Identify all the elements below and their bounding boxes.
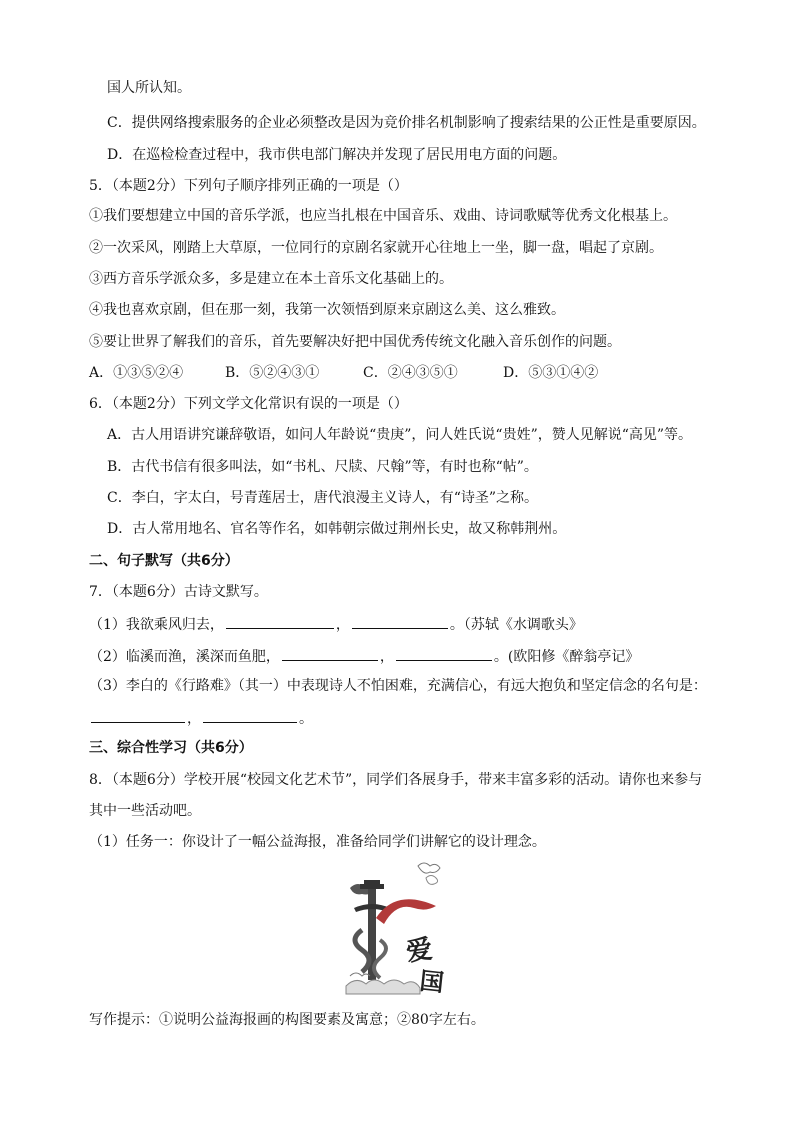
question-7: 7．（本题6分）古诗文默写。 — [89, 584, 268, 600]
answer-blank[interactable] — [396, 646, 492, 661]
answer-blank[interactable] — [203, 708, 297, 723]
q6-option-a: A．古人用语讲究谦辞敬语，如问人年龄说“贵庚”，问人姓氏说“贵姓”，赞人见解说“高见”等。 — [107, 427, 693, 443]
question-6: 6．（本题2分）下列文学文化常识有误的一项是（） — [89, 396, 408, 412]
question-8-cont: 其中一些活动吧。 — [89, 803, 201, 819]
section-2-heading: 二、句子默写（共6分） — [89, 553, 239, 569]
poster-char-2: 国 — [418, 965, 446, 998]
q7-1-text: （1）我欲乘风归去， — [89, 617, 224, 633]
option-d: D．在巡检检查过程中，我市供电部门解决并发现了居民用电方面的问题。 — [107, 147, 567, 163]
writing-hint: 写作提示：①说明公益海报画的构图要素及寓意；②80字左右。 — [89, 1012, 485, 1028]
q6-option-c: C．李白，字太白，号青莲居士，唐代浪漫主义诗人，有“诗圣”之称。 — [107, 490, 539, 506]
q7-2-text: （2）临溪而渔，溪深而鱼肥， — [89, 649, 280, 665]
sentence-2: ②一次采风，刚踏上大草原，一位同行的京剧名家就开心往地上一坐，脚一盘，唱起了京剧。 — [89, 240, 663, 256]
q5-option-a: A．①③⑤②④ — [89, 365, 184, 381]
sentence-4: ④我也喜欢京剧，但在那一刻，我第一次领悟到原来京剧这么美、这么雅致。 — [89, 302, 565, 318]
q5-option-b: B．⑤②④③① — [225, 365, 320, 381]
poster-image — [340, 858, 448, 998]
text-line: 国人所认知。 — [107, 80, 191, 96]
q5-option-d: D．⑤③①④② — [503, 365, 599, 381]
sentence-3: ③西方音乐学派众多，多是建立在本土音乐文化基础上的。 — [89, 271, 453, 287]
q7-item-3: （3）李白的《行路难》（其一）中表现诗人不怕困难，充满信心，有远大抱负和坚定信念的名句是： — [89, 678, 707, 694]
section-3-heading: 三、综合性学习（共6分） — [89, 740, 253, 756]
q7-item-3-blanks — [89, 708, 313, 728]
comma: ， — [335, 617, 350, 633]
sentence-5: ⑤要让世界了解我们的音乐，首先要解决好把中国优秀传统文化融入音乐创作的问题。 — [89, 334, 621, 350]
q6-option-b: B．古代书信有很多叫法，如“书札、尺牍、尺翰”等，有时也称“帖”。 — [107, 459, 538, 475]
source: 。(欧阳修《醉翁亭记》 — [493, 649, 640, 665]
source: 。（苏轼《水调歌头》 — [449, 617, 583, 633]
poster-char-1: 爱 — [404, 934, 435, 968]
question-5: 5．（本题2分）下列句子顺序排列正确的一项是（） — [89, 178, 408, 194]
q5-option-c: C．②④③⑤① — [363, 365, 458, 381]
task-1: （1）任务一：你设计了一幅公益海报，准备给同学们讲解它的设计理念。 — [89, 834, 546, 850]
sentence-1: ①我们要想建立中国的音乐学派，也应当扎根在中国音乐、戏曲、诗词歌赋等优秀文化根基上。 — [89, 208, 677, 224]
answer-blank[interactable] — [282, 646, 378, 661]
answer-blank[interactable] — [226, 614, 334, 629]
q6-option-d: D．古人常用地名、官名等作名，如韩朝宗做过荆州长史，故又称韩荆州。 — [107, 521, 567, 537]
q7-item-2 — [89, 646, 639, 666]
period: 。 — [299, 711, 313, 727]
option-c: C．提供网络搜索服务的企业必须整改是因为竞价排名机制影响了搜索结果的公正性是重要原因。 — [107, 115, 706, 131]
q7-item-1 — [89, 614, 583, 634]
comma: ， — [379, 649, 394, 665]
answer-blank[interactable] — [352, 614, 448, 629]
comma: ， — [187, 711, 201, 727]
answer-blank[interactable] — [91, 708, 185, 723]
question-8: 8．（本题6分）学校开展“校园文化艺术节”，同学们各展身手，带来丰富多彩的活动。请你也来参与 — [89, 772, 703, 788]
